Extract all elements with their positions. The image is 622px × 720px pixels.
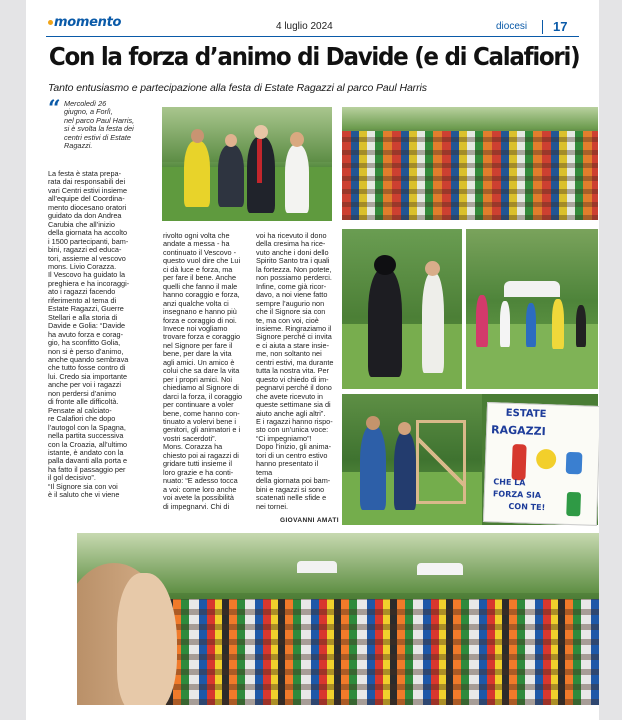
- text-line: della giornata ha accolto: [48, 228, 128, 238]
- text-line: voi avete la possibilità: [163, 493, 234, 503]
- text-line: della cresima ha rice-: [256, 239, 326, 249]
- text-line: hanno coraggio e forza,: [163, 290, 240, 300]
- text-line: davo, a noi viene fatto: [256, 290, 328, 300]
- text-line: mons. Livio Corazza.: [48, 261, 117, 271]
- text-line: Pensate al calciato-: [48, 405, 112, 415]
- logo-dot-icon: [48, 20, 53, 25]
- text-line: anzi qualche volta ci: [163, 298, 229, 308]
- text-line: pegnarvi perché il dono: [256, 383, 332, 393]
- photo-children-running: [466, 229, 598, 389]
- text-line: voi ha ricevuto il dono: [256, 231, 327, 240]
- text-line: bini e ragazzi si sono: [256, 484, 325, 494]
- performer-helmet: [374, 255, 396, 275]
- text-line: Davide e Golia: “Davide: [48, 321, 126, 331]
- text-line: a voi: come loro anche: [163, 484, 237, 494]
- text-line: me, non soltanto nei: [256, 349, 322, 359]
- text-column-1: [48, 170, 148, 500]
- text-line: chiesto poi ai ragazzi di: [163, 450, 239, 460]
- text-line: questo vi chiedo di im-: [256, 374, 329, 384]
- text-line: queste settimane sia di: [256, 400, 331, 410]
- text-line: andate a messa - ha: [163, 239, 230, 249]
- text-line: genitori, gli animatori e i: [163, 425, 241, 435]
- estate-ragazzi-sign: [483, 402, 599, 526]
- logo-text: momento: [54, 15, 122, 30]
- text-line: Dopo l’inizio, gli anima-: [256, 442, 332, 452]
- text-line: trovare forza e coraggio: [163, 332, 241, 342]
- sign-line: ESTATE: [505, 407, 547, 421]
- text-line: che avete ricevuto in: [256, 391, 323, 401]
- text-line: centri estivi, ma durante: [256, 357, 334, 367]
- text-line: quelli che fanno il male: [163, 281, 238, 291]
- text-line: anche per voi i ragazzi: [48, 380, 122, 390]
- text-line: gridare tutti insieme il: [163, 459, 232, 469]
- text-line: ha fatto il passaggio per: [48, 464, 126, 474]
- text-line: darci la forza, il coraggio: [163, 391, 243, 401]
- text-column-2: [163, 232, 252, 511]
- child-figure: [576, 305, 586, 347]
- text-line: che tutto fosse contro di: [48, 363, 126, 373]
- momento-logo: [48, 15, 121, 30]
- text-line: nella partita successiva: [48, 431, 124, 441]
- text-line: Carubia che all’inizio: [48, 219, 115, 229]
- child-figure: [360, 426, 386, 510]
- text-line: giugno, a Forlì,: [64, 107, 113, 117]
- text-line: non perdersi d’animo: [48, 388, 117, 398]
- text-line: è il saluto che vi viene: [48, 490, 120, 500]
- page-header: [26, 0, 599, 40]
- text-line: centri estivi di Estate: [64, 132, 131, 142]
- text-line: tinuato a volervi bene i: [163, 416, 237, 426]
- text-line: E i ragazzi hanno rispo-: [256, 416, 333, 426]
- text-line: anche quando sembrava: [48, 354, 129, 364]
- lede-text: [48, 96, 146, 151]
- text-line: con la Croazia, all’ultimo: [48, 439, 128, 449]
- child-head: [398, 422, 411, 435]
- text-line: bene, per dare la vita: [163, 349, 232, 359]
- text-line: della giornata poi bam-: [256, 476, 331, 486]
- text-line: tori di un centro estivo: [256, 450, 328, 460]
- performer-white-costume: [422, 273, 444, 373]
- issue-date: 4 luglio 2024: [276, 21, 333, 32]
- text-line: sto con un’unica voce:: [256, 425, 329, 435]
- text-line: chiediamo al Signore di: [163, 383, 239, 393]
- text-line: tori, assieme al vescovo: [48, 253, 126, 263]
- sign-line: RAGAZZI: [490, 423, 546, 439]
- text-line: lui. Credo sia importante: [48, 371, 128, 381]
- section-name: diocesi: [496, 21, 528, 32]
- text-line: vari Centri estivi insieme: [48, 185, 128, 195]
- person-figure: [285, 145, 309, 213]
- text-line: di impegnarvi. Chi di: [163, 501, 230, 511]
- photo-vescovo-group: [162, 107, 332, 221]
- text-line: l’autogol con la Spagna,: [48, 422, 126, 432]
- text-line: “Il Signore sia con voi: [48, 481, 118, 491]
- text-line: vostri sacerdoti”.: [163, 433, 217, 443]
- quote-mark-icon: “: [48, 96, 61, 122]
- text-line: te, ma con voi, cioè: [256, 315, 319, 325]
- text-line: il gol decisivo”.: [48, 473, 96, 483]
- text-line: nei tornei.: [256, 501, 289, 511]
- text-line: insieme. Ringraziamo il: [256, 323, 332, 333]
- text-line: per continuare a voler: [163, 400, 234, 410]
- text-line: questo vuol dire che Lui: [163, 256, 241, 266]
- text-line: forza e coraggio di noi.: [163, 315, 237, 325]
- text-line: bini, ragazzi ed educa-: [48, 245, 122, 255]
- text-line: istante, è andato con la: [48, 447, 124, 457]
- person-head: [254, 125, 268, 139]
- text-line: rivolto ogni volta che: [163, 231, 230, 240]
- child-head: [366, 416, 380, 430]
- child-figure: [500, 301, 510, 347]
- text-line: nel parco Paul Harris,: [64, 115, 135, 125]
- text-line: La festa è stata prepa-: [48, 169, 122, 178]
- article-lede: [48, 96, 146, 151]
- text-line: Infine, come già ricor-: [256, 281, 327, 291]
- text-line: nel Signore per fare il: [163, 340, 233, 350]
- text-line: per fare il bene. Anche: [163, 273, 237, 283]
- text-line: per i propri amici. Noi: [163, 374, 232, 384]
- text-line: non si è perso d’animo,: [48, 346, 124, 356]
- text-line: vuto anche i doni dello: [256, 247, 329, 257]
- photo-crowd-park: [77, 533, 599, 705]
- text-line: preghiera e ha incoraggi-: [48, 278, 130, 288]
- text-line: “Ci impegniamo”!: [256, 433, 312, 443]
- text-line: tutta la nostra vita. Per: [256, 366, 330, 376]
- text-line: Il Vescovo ha guidato la: [48, 270, 126, 280]
- text-line: ha avuto forza e corag-: [48, 329, 124, 339]
- text-line: bene, come hanno con-: [163, 408, 240, 418]
- text-line: guidato da don Andrea: [48, 211, 122, 221]
- newspaper-page: [26, 0, 599, 720]
- section-divider: [542, 20, 543, 34]
- text-line: aiuto anche agli altri”.: [256, 408, 326, 418]
- person-figure: [184, 141, 210, 207]
- sign-line: CHE LA: [493, 477, 526, 488]
- performer-black-costume: [368, 269, 402, 377]
- header-rule: [46, 36, 579, 37]
- text-line: che il Signore sia con: [256, 307, 326, 317]
- text-line: non possiamo perderci.: [256, 273, 332, 283]
- sign-line: FORZA SIA: [492, 489, 542, 500]
- text-line: rata dai responsabili dei: [48, 177, 126, 187]
- person-figure: [218, 145, 244, 207]
- person-head: [225, 134, 237, 147]
- text-line: di fronte alle difficoltà.: [48, 397, 119, 407]
- text-line: Estate Ragazzi, Guerre: [48, 304, 124, 314]
- text-line: loro grazie e ha conti-: [163, 467, 234, 477]
- article-byline: GIOVANNI AMATI: [280, 517, 339, 524]
- text-line: mento diocesano oratori: [48, 202, 127, 212]
- text-line: la fortezza. Non potete,: [256, 264, 332, 274]
- text-column-3: [256, 232, 336, 511]
- text-line: ci dà luce e forza, ma: [163, 264, 233, 274]
- article-title: Con la forza d’animo di Davide (e di Calafiori): [48, 42, 580, 71]
- text-line: Signore perché ci invita: [256, 332, 332, 342]
- text-line: Stellari e alla storia di: [48, 312, 118, 322]
- person-head: [290, 132, 304, 147]
- photo-costume-performers: [342, 229, 462, 389]
- text-line: riferimento al tema di: [48, 295, 117, 305]
- text-line: Invece noi vogliamo: [163, 323, 228, 333]
- text-line: hanno presentato il tema: [256, 459, 319, 477]
- text-line: Ragazzi.: [64, 141, 93, 151]
- person-head: [191, 129, 204, 143]
- text-line: i 1500 partecipanti, bam-: [48, 236, 129, 246]
- photo-game-frame: [342, 394, 482, 525]
- text-line: continuato il Vescovo -: [163, 247, 237, 257]
- text-line: scatenati nelle sfide e: [256, 493, 327, 503]
- text-line: ato i ragazzi facendo: [48, 287, 116, 297]
- text-line: palla davanti alla porta e: [48, 456, 128, 466]
- text-line: Mercoledì 26: [64, 99, 107, 108]
- performer-head: [425, 261, 440, 276]
- child-figure: [476, 295, 488, 347]
- text-line: nuato: “E adesso tocca: [163, 476, 238, 486]
- text-line: Spirito Santo tra i quali: [256, 256, 330, 266]
- sign-line: CON TE!: [508, 501, 546, 513]
- page-number: 17: [553, 19, 568, 34]
- text-line: colui che sa dare la vita: [163, 366, 240, 376]
- text-line: Mons. Corazza ha: [163, 442, 223, 452]
- text-line: re Calafiori che dopo: [48, 414, 116, 424]
- child-figure: [526, 303, 536, 347]
- text-line: e ci aiuta a stare insie-: [256, 340, 330, 350]
- child-figure: [394, 432, 416, 510]
- article-subtitle: Tanto entusiasmo e partecipazione alla festa di Estate Ragazzi al parco Paul Harris: [48, 82, 427, 94]
- photo-crowd-seated-1: [342, 107, 598, 220]
- text-line: agli amici. Un amico è: [163, 357, 235, 367]
- text-line: sempre l’augurio non: [256, 298, 325, 308]
- text-line: insegnano e hanno più: [163, 307, 237, 317]
- text-line: gio, ha sconfitto Golia,: [48, 338, 121, 348]
- child-figure: [552, 299, 564, 349]
- text-line: all’equipe del Coordina-: [48, 194, 125, 204]
- text-line: si è svolta la festa dei: [64, 124, 134, 134]
